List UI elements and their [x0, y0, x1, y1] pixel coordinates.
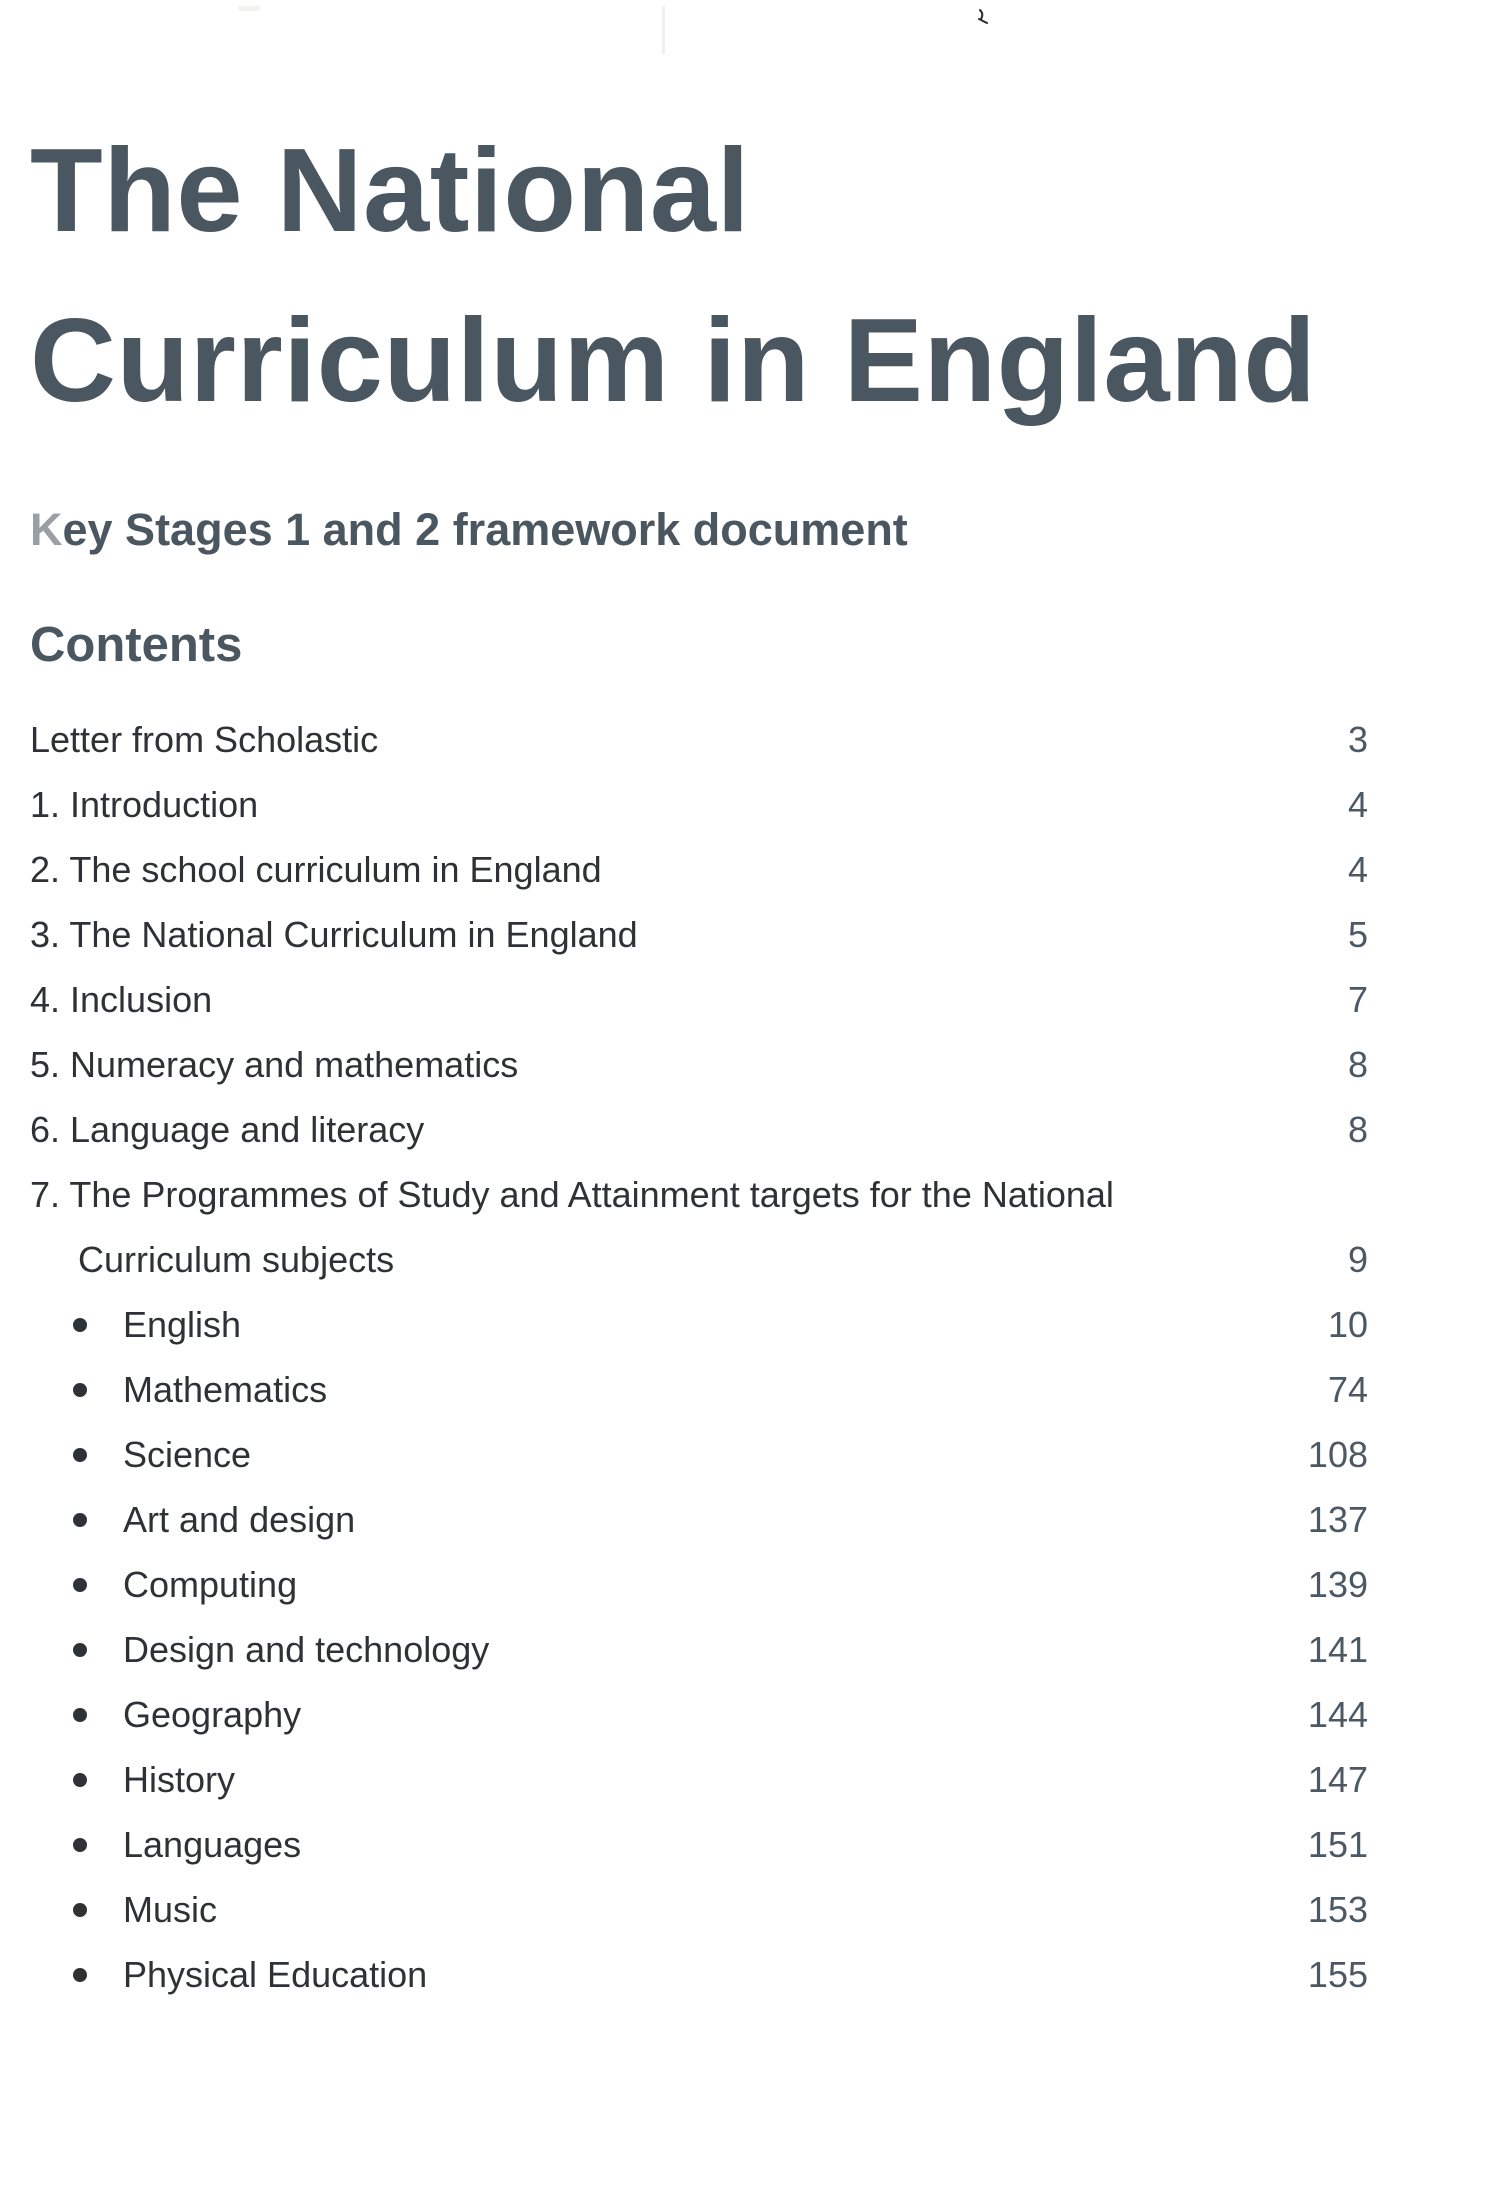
toc-entry-row: [30, 1162, 1368, 1292]
toc-page-number: 74: [1327, 1368, 1368, 1410]
toc-entry-label: [30, 1162, 1114, 1292]
toc-entry-row: [30, 837, 1368, 902]
toc-subject-row: [30, 1292, 1368, 1357]
toc-subject-row: [30, 1942, 1368, 2007]
contents-heading: Contents: [30, 618, 243, 672]
bullet-icon: [73, 1383, 87, 1397]
toc-page-number: 137: [1307, 1498, 1368, 1540]
toc-page-number: 9: [1347, 1239, 1368, 1280]
toc-page-number: 144: [1307, 1693, 1368, 1735]
toc-subject-label: Geography: [123, 1693, 302, 1735]
subtitle-first-letter: K: [30, 504, 63, 555]
toc-subject-row: [30, 1747, 1368, 1812]
toc-page-number: 139: [1307, 1563, 1368, 1605]
toc-entry-row: [30, 1032, 1368, 1097]
document-title: [30, 106, 1368, 446]
toc-subject-row: [30, 1617, 1368, 1682]
bullet-icon: [73, 1513, 87, 1527]
toc-subject-label: Art and design: [123, 1498, 356, 1540]
toc-page-number: 141: [1307, 1628, 1368, 1670]
bullet-icon: [73, 1708, 87, 1722]
toc-page-number: 5: [1347, 913, 1368, 955]
toc-entry-label: 2. The school curriculum in England: [30, 848, 602, 890]
toc-page-number: 7: [1347, 978, 1368, 1020]
scan-artifact-mark: [975, 8, 991, 28]
toc-page-number: 8: [1347, 1043, 1368, 1085]
toc-page-number: 108: [1307, 1433, 1368, 1475]
toc-subject-row: [30, 1487, 1368, 1552]
toc-page-number: 8: [1347, 1108, 1368, 1150]
toc-entry-label: 6. Language and literacy: [30, 1108, 425, 1150]
toc-entry-row: [30, 707, 1368, 772]
toc-page-number: 147: [1307, 1758, 1368, 1800]
scan-smudge: [238, 6, 260, 11]
toc-subject-row: [30, 1877, 1368, 1942]
toc-subject-label: Design and technology: [123, 1628, 490, 1670]
toc-page-number: 10: [1327, 1303, 1368, 1345]
subtitle-rest: ey Stages 1 and 2 framework document: [62, 504, 908, 555]
document-title-line1: The National: [30, 124, 751, 257]
toc-subject-label: History: [123, 1758, 236, 1800]
bullet-icon: [73, 1448, 87, 1462]
toc-subject-label: Science: [123, 1433, 252, 1475]
scan-streak: [662, 6, 665, 54]
toc-entry-label-line1: 7. The Programmes of Study and Attainment targets for the National: [30, 1174, 1114, 1215]
toc-subject-label: Mathematics: [123, 1368, 328, 1410]
toc-page-number: 4: [1347, 783, 1368, 825]
bullet-icon: [73, 1773, 87, 1787]
bullet-icon: [73, 1838, 87, 1852]
toc-entry-label-line2: Curriculum subjects: [78, 1239, 395, 1280]
toc-entry-row: [30, 772, 1368, 837]
toc-entry-label: 5. Numeracy and mathematics: [30, 1043, 519, 1085]
toc-subject-label: Computing: [123, 1563, 298, 1605]
toc-list: [30, 707, 1368, 2007]
toc-page-number: 3: [1347, 718, 1368, 760]
toc-entry-label: 3. The National Curriculum in England: [30, 913, 638, 955]
toc-entry-row: [30, 902, 1368, 967]
toc-subject-label: Music: [123, 1888, 218, 1930]
toc-entry-row: [30, 967, 1368, 1032]
document-subtitle: [30, 499, 1368, 561]
toc-page-number: 153: [1307, 1888, 1368, 1930]
bullet-icon: [73, 1578, 87, 1592]
document-page: [30, 0, 1368, 2007]
bullet-icon: [73, 1643, 87, 1657]
toc-subject-row: [30, 1357, 1368, 1422]
document-title-line2: Curriculum in England: [30, 294, 1317, 427]
toc-subject-label: English: [123, 1303, 242, 1345]
bullet-icon: [73, 1968, 87, 1982]
toc-page-number: 4: [1347, 848, 1368, 890]
toc-entry-label: 1. Introduction: [30, 783, 259, 825]
toc-subject-row: [30, 1812, 1368, 1877]
toc-subject-row: [30, 1422, 1368, 1487]
bullet-icon: [73, 1903, 87, 1917]
toc-entry-label: 4. Inclusion: [30, 978, 213, 1020]
toc-page-number: 155: [1307, 1953, 1368, 1995]
toc-entry-label: Letter from Scholastic: [30, 718, 379, 760]
toc-subject-row: [30, 1682, 1368, 1747]
toc-subject-label: Languages: [123, 1823, 302, 1865]
bullet-icon: [73, 1318, 87, 1332]
toc-entry-row: [30, 1097, 1368, 1162]
toc-subject-row: [30, 1552, 1368, 1617]
toc-subject-label: Physical Education: [123, 1953, 428, 1995]
toc-page-number: 151: [1307, 1823, 1368, 1865]
